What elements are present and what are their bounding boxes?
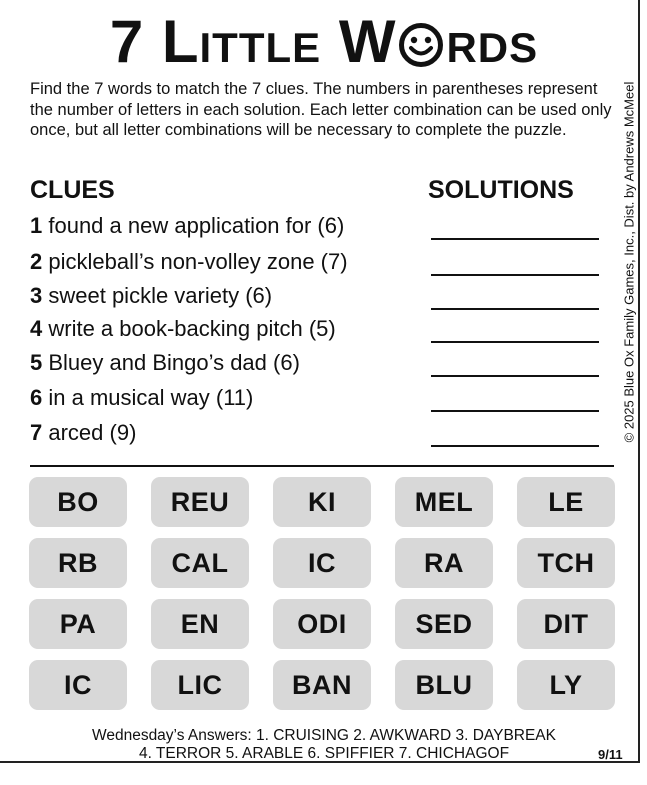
letter-tile[interactable]: TCH (517, 538, 615, 588)
solutions-heading: SOLUTIONS (428, 176, 574, 204)
clue-5 (30, 350, 300, 376)
clues-heading: CLUES (30, 176, 115, 204)
puzzle-title (0, 6, 647, 84)
copyright-text: © 2025 Blue Ox Family Games, Inc., Dist. by Andrews McMeel (621, 81, 637, 443)
puzzle-date: 9/11 (598, 747, 623, 762)
solution-line-4[interactable] (431, 341, 599, 343)
title-part-2: rds (446, 8, 539, 75)
letter-tile[interactable]: RB (29, 538, 127, 588)
solution-line-2[interactable] (431, 274, 599, 276)
section-divider (30, 465, 614, 467)
clue-text: found a new application for (6) (42, 213, 345, 238)
letter-tile[interactable]: BAN (273, 660, 371, 710)
letter-tile[interactable]: LIC (151, 660, 249, 710)
letter-tile[interactable]: IC (29, 660, 127, 710)
letter-tile[interactable]: DIT (517, 599, 615, 649)
instructions-text: Find the 7 words to match the 7 clues. The numbers in parentheses represent the number of letters in each solution. Each letter combination can be used only once, but all letter combinations will be necessary to complete the puzzle. (30, 80, 612, 139)
clue-3 (30, 283, 272, 309)
clue-text: pickleball’s non-volley zone (7) (42, 249, 348, 274)
clue-number: 1 (30, 213, 43, 238)
letter-tile[interactable]: BLU (395, 660, 493, 710)
letter-tile[interactable]: MEL (395, 477, 493, 527)
title-part-1: 7 Little W (109, 8, 397, 75)
solution-line-1[interactable] (431, 238, 599, 240)
letter-tile[interactable]: IC (273, 538, 371, 588)
clue-text: Bluey and Bingo’s dad (6) (42, 350, 300, 375)
clue-6 (30, 385, 253, 411)
clue-number: 5 (30, 350, 43, 375)
letter-tile[interactable]: LE (517, 477, 615, 527)
clue-number: 2 (30, 249, 43, 274)
solution-line-3[interactable] (431, 308, 599, 310)
smiley-face-icon (398, 12, 444, 84)
letter-tile[interactable]: REU (151, 477, 249, 527)
clue-4 (30, 316, 336, 342)
previous-answers-line-2: 4. TERROR 5. ARABLE 6. SPIFFIER 7. CHICHAGOF (138, 745, 510, 762)
letter-tile[interactable]: ODI (273, 599, 371, 649)
solution-line-7[interactable] (431, 445, 599, 447)
letter-tile[interactable]: LY (517, 660, 615, 710)
solution-line-5[interactable] (431, 375, 599, 377)
letter-tile[interactable]: RA (395, 538, 493, 588)
clue-text: arced (9) (42, 420, 137, 445)
clue-text: in a musical way (11) (42, 385, 254, 410)
clue-number: 3 (30, 283, 43, 308)
clue-7 (30, 420, 136, 446)
clue-number: 6 (30, 385, 43, 410)
solution-line-6[interactable] (431, 410, 599, 412)
letter-tile[interactable]: CAL (151, 538, 249, 588)
letter-tile[interactable]: PA (29, 599, 127, 649)
letter-tile[interactable]: BO (29, 477, 127, 527)
previous-answers-line-1: Wednesday’s Answers: 1. CRUISING 2. AWKWARD 3. DAYBREAK (91, 727, 556, 744)
clue-1 (30, 213, 344, 239)
clue-number: 7 (30, 420, 43, 445)
letter-tile[interactable]: KI (273, 477, 371, 527)
letter-tile[interactable]: SED (395, 599, 493, 649)
clue-number: 4 (30, 316, 43, 341)
letter-tile[interactable]: EN (151, 599, 249, 649)
clue-text: write a book-backing pitch (5) (42, 316, 336, 341)
clue-text: sweet pickle variety (6) (42, 283, 273, 308)
clue-2 (30, 249, 348, 275)
